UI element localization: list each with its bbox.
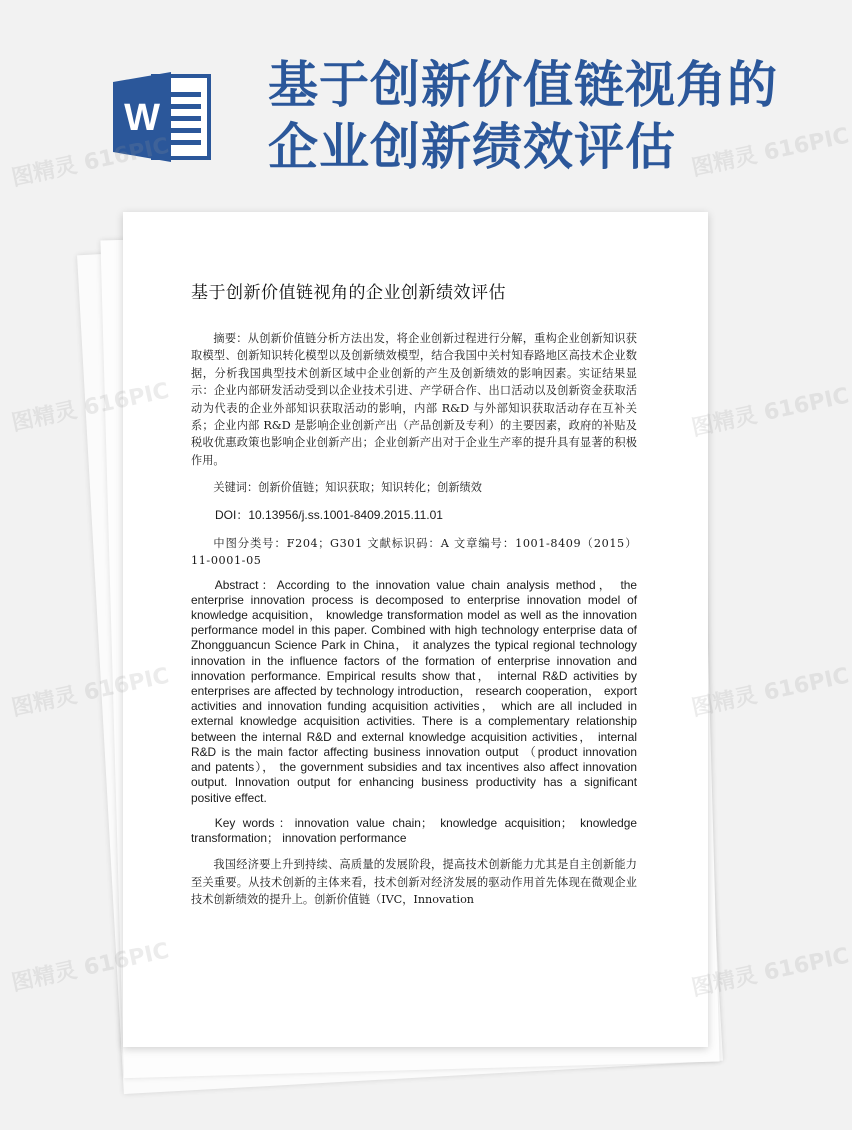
keywords-en: Key words：innovation value chain； knowledge acquisition； knowledge transformation； innovation performance	[191, 815, 637, 845]
classification-line: 中图分类号：F204；G301 文献标识码：A 文章编号：1001-8409（2015）11-0001-05	[191, 536, 637, 567]
abstract-en: Abstract：According to the innovation value chain analysis method， the enterprise innovation process is decomposed to enterprise innovation model of knowledge acquisition， knowledge transformation model as well as the innovation performance model in this paper. Combined with high technology enterprise data of Zhongguancun Science Park in China， it analyzes the typical regional technology innovation in the influence factors of the formation of enterprise innovation and innovation performance. Empirical results show that， internal R&D activities by enterprises are affected by technology introduction， research cooperation， export activities and innovation funding acquisition activities， which are all included in external knowledge acquisition activities. There is a complementary relationship between the internal R&D and external knowledge acquisition activities， internal R&D is the main factor affecting business innovation output （product innovation and patents）， the government subsidies and tax incentives also affect innovation output. Innovation output for enhancing business productivity has a significant positive effect.	[191, 577, 637, 805]
banner-title-line2: 企业创新绩效评估	[268, 117, 676, 176]
banner-title-line1: 基于创新价值链视角的	[268, 55, 778, 114]
banner-header	[0, 0, 800, 200]
body-paragraph: 我国经济要上升到持续、高质量的发展阶段，提高技术创新能力尤其是自主创新能力至关重要。从技术创新的主体来看，技术创新对经济发展的驱动作用首先体现在微观企业技术创新绩效的提升上。创新价值链（IVC，Innovation	[191, 858, 637, 906]
keywords-cn: 关键词：创新价值链；知识获取；知识转化；创新绩效	[213, 481, 482, 495]
watermark: 图精灵 616PIC	[9, 663, 172, 722]
document-body	[191, 330, 637, 918]
banner-title	[268, 54, 778, 178]
watermark: 图精灵 616PIC	[9, 938, 172, 997]
watermark: 图精灵 616PIC	[689, 663, 852, 722]
doi: DOI：10.13956/j.ss.1001-8409.2015.11.01	[215, 507, 443, 522]
word-icon-letter: W	[124, 97, 160, 139]
watermark: 图精灵 616PIC	[689, 943, 852, 1002]
watermark: 图精灵 616PIC	[689, 383, 852, 442]
watermark: 图精灵	[9, 398, 80, 437]
watermark: 图精灵 616PIC	[689, 123, 852, 182]
word-document-icon	[113, 72, 213, 162]
abstract-cn: 摘要：从创新价值链分析方法出发，将企业创新过程进行分解，重构企业创新知识获取模型、创新知识转化模型以及创新绩效模型，结合我国中关村知春路地区高技术企业数据，分析我国典型技术创新区域中企业创新的产生及创新绩效的影响因素。实证结果显示：企业内部研发活动受到以企业技术引进、产学研合作、出口活动以及创新资金获取活动为代表的企业外部知识获取活动的影响，内部 R&D 与外部知识获取活动存在互补关系；企业内部 R&D 是影响企业创新产出（产品创新及专利）的主要因素，政府的补贴及税收优惠政策也影响企业创新产出；企业创新产出对于企业生产率的提升具有显著的积极作用。	[191, 332, 637, 467]
watermark: 图精灵 616PIC	[9, 133, 172, 192]
document-page	[123, 212, 708, 1047]
document-title: 基于创新价值链视角的企业创新绩效评估	[191, 283, 506, 303]
